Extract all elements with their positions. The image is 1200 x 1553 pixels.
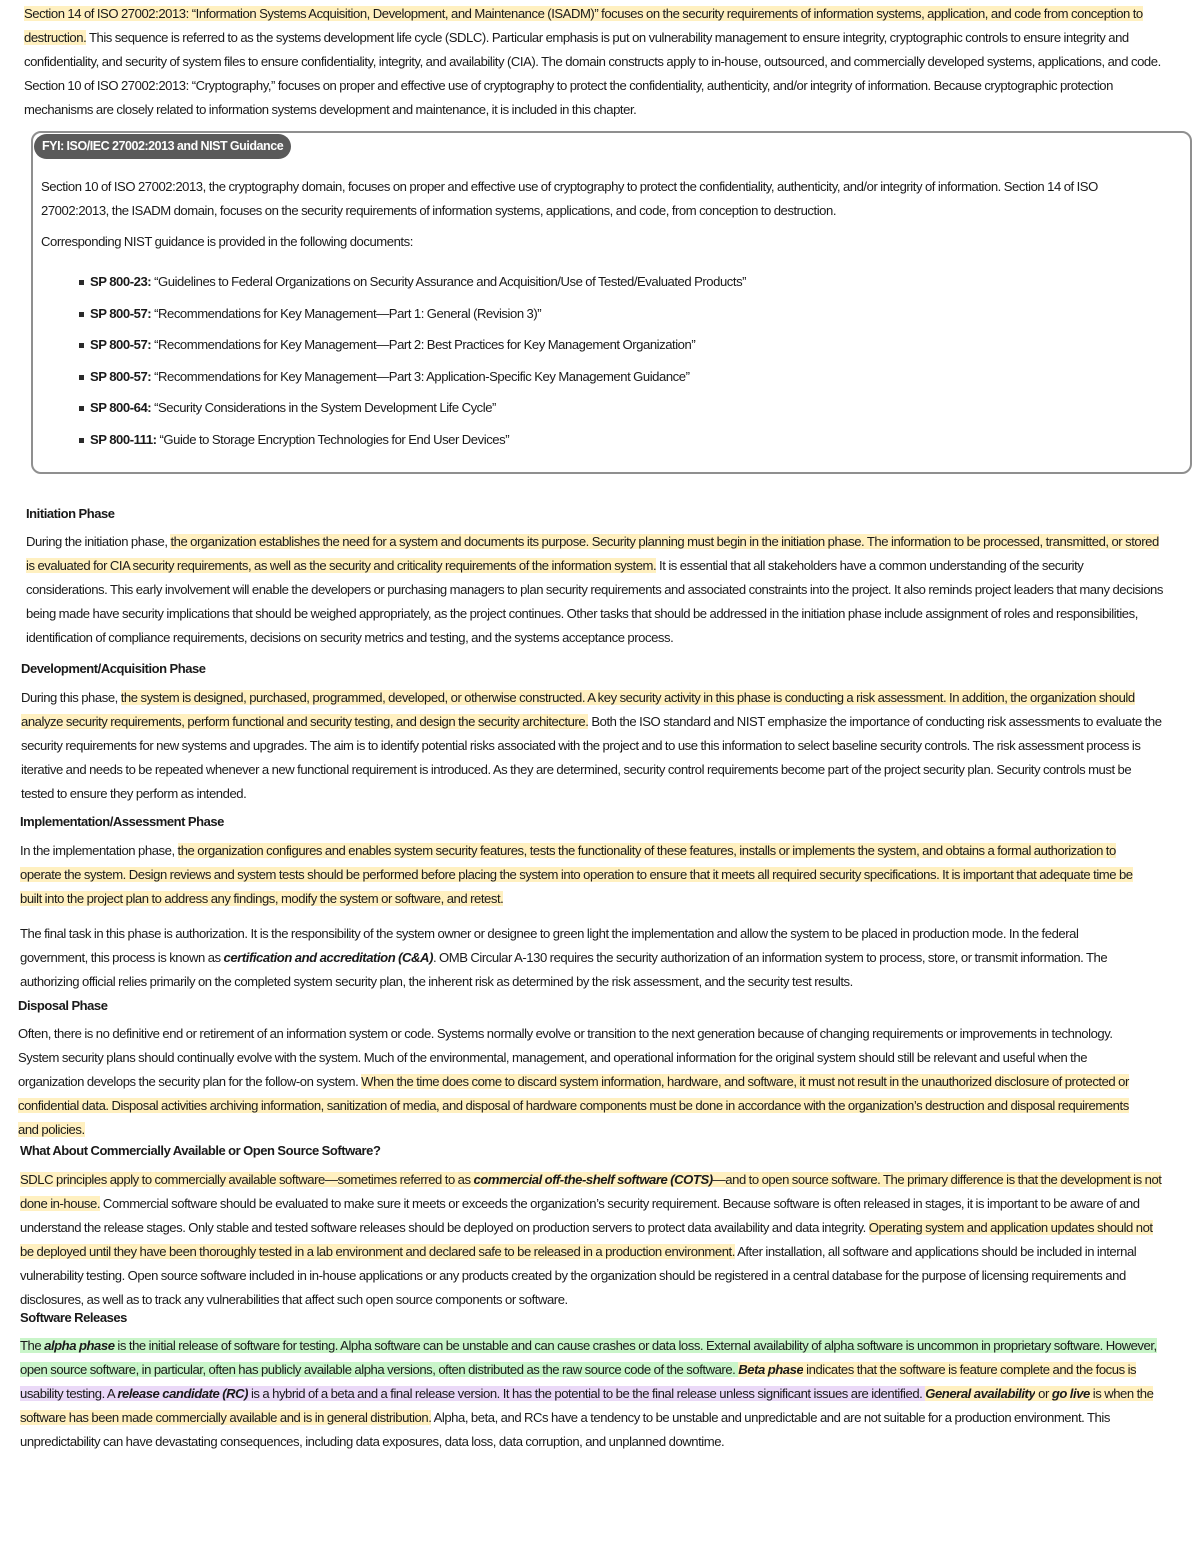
fyi-item-title: “Recommendations for Key Management—Part 1: General (Revision 3)”: [151, 305, 542, 321]
highlighted-text: analyze security requirements, perform functional and security testing, and design the security architecture.: [21, 714, 589, 729]
bullet-icon: [79, 280, 84, 285]
text-run: certification and accreditation (C&A): [223, 950, 433, 965]
cots-heading: What About Commercially Available or Open Source Software?: [20, 1143, 381, 1158]
text-line: [26, 578, 1200, 602]
text-run: Section 10 of ISO 27002:2013: “Cryptography,” focuses on proper and effective use of cryptography to protect the confidentiality, authenticity, and/or integrity of information. Because cryptographic protection: [24, 78, 1113, 93]
releases-heading: Software Releases: [20, 1310, 127, 1325]
fyi-item-code: SP 800-23:: [90, 274, 152, 289]
highlighted-text: Operating system and application updates should not: [868, 1220, 1153, 1235]
highlighted-text: operate the system. Design reviews and system tests should be performed before placing the system into operation to ensure that it meets all required security specifications. It is important that adequate time be: [20, 867, 1133, 882]
text-run: disclosures, as well as to track any vulnerabilities that affect such open source components or software.: [20, 1292, 568, 1307]
highlighted-text: alpha phase: [44, 1338, 115, 1353]
highlighted-text: commercial off-the-shelf software (COTS): [473, 1172, 713, 1187]
fyi-list-item: [79, 363, 746, 395]
fyi-item-title: “Guide to Storage Encryption Technologies for End User Devices”: [156, 431, 510, 447]
text-run: identification of compliance requirements, decisions on security metrics and testing, and the systems acceptance process.: [26, 630, 674, 645]
text-line: [20, 1192, 1200, 1216]
text-run: During the initiation phase,: [26, 534, 171, 549]
fyi-body: [41, 175, 1181, 254]
highlighted-text: is when the: [1089, 1386, 1154, 1401]
intro-paragraph: [24, 2, 1200, 122]
text-line: [20, 1406, 1200, 1430]
text-run: In the implementation phase,: [20, 843, 178, 858]
highlighted-text: destruction.: [24, 30, 87, 45]
text-line: [24, 50, 1200, 74]
highlighted-text: the organization establishes the need for a system and documents its purpose. Security planning must begin in the initiation phase. The information to be processed, transmitted, or stored: [170, 534, 1159, 549]
highlighted-text: be deployed until they have been thoroughly tested in a lab environment and declared safe to be released in a production environment.: [20, 1244, 735, 1259]
highlighted-text: built into the project plan to address any findings, modify the system or software, and retest.: [20, 891, 504, 906]
text-line: [20, 863, 1200, 887]
text-line: [41, 199, 1181, 223]
fyi-list-item: [79, 331, 746, 363]
bullet-icon: [79, 406, 84, 411]
text-line: [20, 839, 1200, 863]
highlighted-text: the system is designed, purchased, programmed, developed, or otherwise constructed. A key security activity in this phase is conducting a risk assessment. In addition, the organization should: [120, 690, 1135, 705]
text-run: System security plans should continually evolve with the system. Much of the environmental, management, and operational information for the original system should still be relevant and useful when the: [18, 1050, 1088, 1065]
fyi-paragraph: [41, 175, 1181, 223]
text-line: [20, 922, 1200, 946]
text-run: tested to ensure they perform as intended.: [21, 786, 247, 801]
fyi-intro-list: Corresponding NIST guidance is provided in the following documents:: [41, 234, 413, 249]
fyi-list-item: [79, 426, 746, 458]
text-line: [24, 98, 1200, 122]
text-line: [24, 26, 1200, 50]
text-line: [24, 74, 1200, 98]
cots-paragraph: [20, 1168, 1200, 1312]
releases-paragraph: [20, 1334, 1200, 1454]
text-run: authorizing official relies primarily on the completed system security plan, the inherent risk as determined by the risk assessment, and the security test results.: [20, 974, 853, 989]
highlighted-text: confidential data. Disposal activities archiving information, sanitization of media, and disposal of hardware components must be done in accordance with the organization’s destruction and disposal requirements: [18, 1098, 1129, 1113]
text-run: unpredictability can have devastating consequences, including data exposures, data loss, data corruption, and unplanned downtime.: [20, 1434, 725, 1449]
text-run: security requirements for new systems and upgrades. The aim is to identify potential risks associated with the project and to use this information to select baseline security controls. The risk assessment process is: [21, 738, 1141, 753]
text-run: Alpha, beta, and RCs have a tendency to be unstable and unpredictable and are not suitable for a production environment. This: [431, 1410, 1110, 1425]
text-line: [20, 1288, 1200, 1312]
bullet-icon: [79, 312, 84, 317]
fyi-item-code: SP 800-64:: [90, 400, 152, 415]
text-line: [20, 1430, 1200, 1454]
text-line: [21, 734, 1200, 758]
text-run: . OMB Circular A-130 requires the security authorization of an information system to process, store, or transmit information. The: [432, 950, 1108, 965]
text-line: [20, 887, 1200, 911]
text-run: This sequence is referred to as the systems development life cycle (SDLC). Particular emphasis is put on vulnerability management to ensure integrity, cryptographic controls to ensure integrity and: [86, 30, 1129, 45]
text-line: [20, 1334, 1200, 1358]
fyi-list-item: [79, 268, 746, 300]
text-run: 27002:2013, the ISADM domain, focuses on the security requirements of information systems, applications, and code, from conception to destruction.: [41, 203, 837, 218]
highlighted-text: software has been made commercially available and is in general distribution.: [20, 1410, 432, 1425]
fyi-item-title: “Recommendations for Key Management—Part 3: Application-Specific Key Management Guidance”: [151, 368, 690, 384]
highlighted-text: release candidate (RC): [117, 1386, 249, 1401]
text-line: [21, 710, 1200, 734]
text-run: being made have security implications that should be weighed appropriately, as the project continues. Other tasks that should be addressed in the initiation phase include assignment of roles and responsibilities,: [26, 606, 1138, 621]
text-run: confidentiality, and security of system files to ensure confidentiality, integrity, and availability (CIA). The domain constructs apply to in-house, outsourced, and commercially developed systems, applications, and code.: [24, 54, 1161, 69]
text-line: [26, 554, 1200, 578]
implementation-heading: Implementation/Assessment Phase: [20, 814, 224, 829]
highlighted-text: When the time does come to discard system information, hardware, and software, it must not result in the unauthorized disclosure of protected or: [361, 1074, 1129, 1089]
text-line: [20, 1168, 1200, 1192]
fyi-reference-list: [79, 268, 746, 457]
implementation-paragraph: [20, 839, 1200, 911]
highlighted-text: go live: [1051, 1386, 1090, 1401]
text-run: Commercial software should be evaluated to make sure it meets or exceeds the organization’s security requirement. Because software is often released in stages, it is important to be aware of and: [100, 1196, 1140, 1211]
fyi-item-code: SP 800-57:: [90, 337, 152, 352]
bullet-icon: [79, 375, 84, 380]
highlighted-text: Section 14 of ISO 27002:2013: “Information Systems Acquisition, Development, and Maintenance (ISADM)” focuses on the security requirements of information systems, application, and code from conception to: [24, 6, 1143, 21]
authorization-paragraph: [20, 922, 1200, 994]
development-heading: Development/Acquisition Phase: [21, 661, 206, 676]
text-run: iterative and needs to be repeated whenever a new functional requirement is introduced. As they are determined, security control requirements become part of the project security plan. Security controls must be: [21, 762, 1132, 777]
disposal-paragraph: [18, 1022, 1198, 1142]
bullet-icon: [79, 343, 84, 348]
highlighted-text: The: [20, 1338, 45, 1353]
fyi-list-item: [79, 394, 746, 426]
highlighted-text: done in-house.: [20, 1196, 101, 1211]
highlighted-text: is the initial release of software for testing. Alpha software can be unstable and can cause crashes or data loss. External availability of alpha software is uncommon in proprietary software. However,: [114, 1338, 1157, 1353]
text-run: Both the ISO standard and NIST emphasize the importance of conducting risk assessments to evaluate the: [588, 714, 1162, 729]
text-line: [20, 1216, 1200, 1240]
highlighted-text: General availability: [925, 1386, 1036, 1401]
text-run: It is essential that all stakeholders have a common understanding of the security: [656, 558, 1084, 573]
text-run: Often, there is no definitive end or retirement of an information system or code. Systems normally evolve or transition to the next generation because of changing requirements or improvements in technology.: [18, 1026, 1113, 1041]
highlighted-text: is evaluated for CIA security requirements, as well as the security and criticality requirements of the information system.: [26, 558, 657, 573]
initiation-paragraph: [26, 530, 1200, 650]
text-line: [20, 1358, 1200, 1382]
fyi-item-title: “Guidelines to Federal Organizations on Security Assurance and Acquisition/Use of Tested/Evaluated Products”: [151, 274, 747, 289]
disposal-heading: Disposal Phase: [18, 998, 108, 1013]
text-line: [26, 626, 1200, 650]
development-paragraph: [21, 686, 1200, 806]
text-run: government, this process is known as: [20, 950, 224, 965]
text-run: mechanisms are closely related to information systems development and maintenance, it is included in this chapter.: [24, 102, 637, 117]
initiation-heading: Initiation Phase: [26, 506, 115, 521]
text-line: [18, 1046, 1198, 1070]
text-line: [21, 686, 1200, 710]
fyi-item-code: SP 800-57:: [90, 368, 152, 384]
fyi-item-title: “Recommendations for Key Management—Part 2: Best Practices for Key Management Organization”: [151, 337, 696, 352]
text-line: [18, 1070, 1198, 1094]
text-run: The final task in this phase is authorization. It is the responsibility of the system owner or designee to green light the implementation and allow the system to be placed in production mode. In the federal: [20, 926, 1079, 941]
fyi-title: FYI: ISO/IEC 27002:2013 and NIST Guidance: [34, 134, 291, 159]
highlighted-text: usability testing. A: [20, 1386, 118, 1401]
highlighted-text: Beta phase: [738, 1362, 804, 1377]
fyi-item-code: SP 800-57:: [90, 305, 152, 321]
highlighted-text: the organization configures and enables system security features, tests the functionality of these features, installs or implements the system, and obtains a formal authorization to: [177, 843, 1116, 858]
highlighted-text: indicates that the software is feature complete and the focus is: [803, 1362, 1137, 1377]
text-run: During this phase,: [21, 690, 121, 705]
text-line: [18, 1094, 1198, 1118]
text-line: [26, 530, 1200, 554]
text-run: organization develops the security plan for the follow-on system.: [18, 1074, 362, 1089]
highlighted-text: and policies.: [18, 1122, 85, 1137]
text-run: After installation, all software and applications should be included in internal: [734, 1244, 1137, 1259]
text-line: [20, 1240, 1200, 1264]
highlighted-text: SDLC principles apply to commercially available software—sometimes referred to as: [20, 1172, 474, 1187]
text-line: [20, 1264, 1200, 1288]
text-line: [41, 175, 1181, 199]
highlighted-text: open source software, in particular, often has publicly available alpha versions, often distributed as the raw source code of the software.: [20, 1362, 739, 1377]
text-line: [20, 946, 1200, 970]
highlighted-text: —and to open source software. The primary difference is that the development is not: [712, 1172, 1162, 1187]
bullet-icon: [79, 438, 84, 443]
text-run: Section 10 of ISO 27002:2013, the cryptography domain, focuses on proper and effective use of cryptography to protect the confidentiality, authenticity, and/or integrity of information. Section 14 of ISO: [41, 179, 1098, 194]
fyi-item-code: SP 800-111:: [90, 431, 157, 447]
text-run: understand the release stages. Only stable and tested software releases should be deployed on production servers to protect data availability and data integrity.: [20, 1220, 869, 1235]
text-line: [20, 1382, 1200, 1406]
text-line: [26, 602, 1200, 626]
text-line: [20, 970, 1200, 994]
text-run: vulnerability testing. Open source software included in in-house applications or any products created by the organization should be registered in a central database for the purpose of licensing requirements and: [20, 1268, 1126, 1283]
text-line: [18, 1022, 1198, 1046]
fyi-list-item: [79, 300, 746, 332]
highlighted-text: or: [1035, 1386, 1052, 1401]
text-run: considerations. This early involvement will enable the developers or purchasing managers to plan security requirements and associated constraints into the project. It also reminds project leaders that many decisions: [26, 582, 1163, 597]
text-line: [24, 2, 1200, 26]
highlighted-text: is a hybrid of a beta and a final release version. It has the potential to be the final release unless significant issues are identified.: [248, 1386, 926, 1401]
text-line: [21, 782, 1200, 806]
text-line: [21, 758, 1200, 782]
fyi-item-title: “Security Considerations in the System Development Life Cycle”: [151, 400, 496, 415]
